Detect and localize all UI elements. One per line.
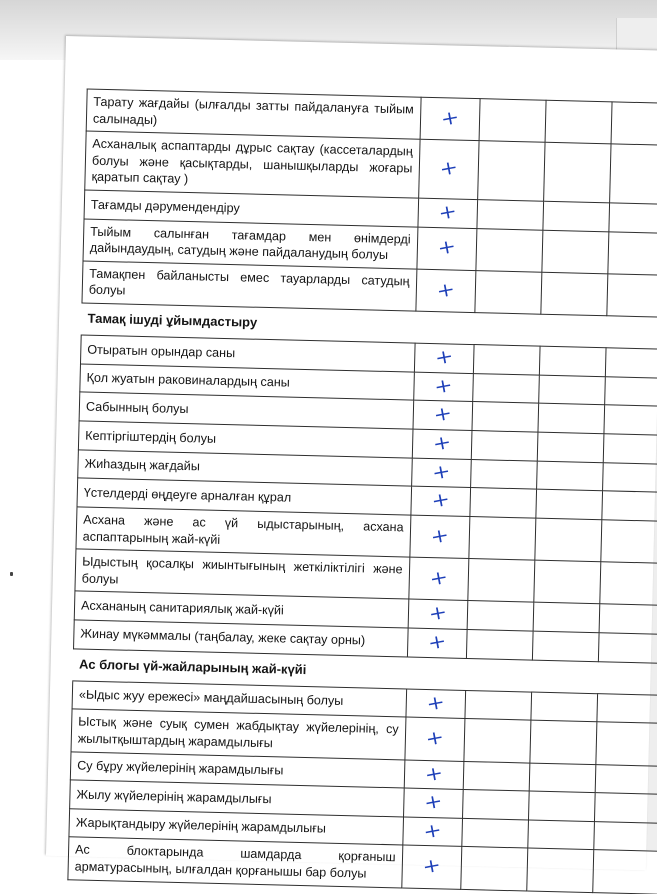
empty-cell bbox=[599, 604, 657, 634]
criterion-text: Сабынның болуы bbox=[79, 392, 413, 429]
criterion-text: Су бұру жүйелерінің жарамдылығы bbox=[70, 751, 404, 788]
empty-cell bbox=[545, 100, 612, 144]
check-cell bbox=[414, 343, 474, 373]
check-cell bbox=[410, 486, 470, 516]
empty-cell bbox=[537, 461, 604, 491]
empty-cell bbox=[537, 432, 604, 462]
handwritten-plus-mark: + bbox=[430, 459, 453, 485]
empty-cell bbox=[468, 559, 535, 603]
check-cell bbox=[407, 628, 467, 658]
handwritten-plus-mark: + bbox=[437, 156, 460, 182]
empty-cell bbox=[593, 850, 657, 894]
empty-cell bbox=[535, 518, 602, 562]
section-title: Тамақ ішуді ұйымдастыру bbox=[81, 303, 657, 350]
empty-cell bbox=[605, 348, 657, 378]
empty-cell bbox=[531, 692, 598, 722]
empty-cell bbox=[536, 489, 603, 519]
check-cell bbox=[420, 97, 481, 141]
scan-speck bbox=[10, 572, 13, 576]
empty-cell bbox=[607, 274, 657, 318]
empty-cell bbox=[600, 562, 657, 606]
check-cell bbox=[413, 372, 473, 402]
handwritten-plus-mark: + bbox=[433, 345, 456, 371]
handwritten-plus-mark: + bbox=[424, 690, 447, 716]
empty-cell bbox=[596, 722, 657, 766]
empty-cell bbox=[478, 141, 545, 201]
criterion-text: Қол жуатын раковиналардың саны bbox=[80, 364, 414, 401]
empty-cell bbox=[529, 791, 596, 821]
empty-cell bbox=[542, 230, 609, 274]
handwritten-plus-mark: + bbox=[428, 523, 451, 549]
empty-cell bbox=[597, 693, 657, 723]
empty-cell bbox=[534, 560, 601, 604]
empty-cell bbox=[464, 719, 531, 763]
handwritten-plus-mark: + bbox=[423, 725, 446, 751]
criterion-text: Ас блоктарында шамдарда қорғаныш арматурасының, ылғалдан қорғанышы бар болуы bbox=[68, 837, 402, 887]
handwritten-plus-mark: + bbox=[420, 853, 443, 879]
criterion-text: Асхананың санитариялық жай-күйі bbox=[74, 591, 408, 628]
empty-cell bbox=[601, 520, 657, 564]
handwritten-plus-mark: + bbox=[429, 488, 452, 514]
empty-cell bbox=[610, 144, 657, 204]
empty-cell bbox=[595, 793, 657, 823]
criterion-text: Ыдыстың қосалқы жиынтығының жеткіліктілігі және болуы bbox=[75, 549, 409, 599]
criterion-text: Тамақпен байланысты емес тауарларды сатудың болуы bbox=[82, 261, 416, 311]
empty-cell bbox=[598, 633, 657, 663]
empty-cell bbox=[533, 631, 600, 661]
empty-cell bbox=[608, 231, 657, 275]
empty-cell bbox=[474, 345, 541, 375]
check-cell bbox=[412, 429, 472, 459]
empty-cell bbox=[462, 818, 529, 848]
handwritten-plus-mark: + bbox=[431, 402, 454, 428]
criterion-text: Жарықтандыру жүйелерінің жарамдылығы bbox=[69, 809, 403, 846]
empty-cell bbox=[528, 820, 595, 850]
empty-cell bbox=[604, 405, 657, 435]
handwritten-plus-mark: + bbox=[436, 199, 459, 225]
handwritten-plus-mark: + bbox=[427, 565, 450, 591]
criterion-text: Тағамды дәрумендендіру bbox=[84, 190, 418, 227]
handwritten-plus-mark: + bbox=[432, 373, 455, 399]
empty-cell bbox=[605, 377, 657, 407]
empty-cell bbox=[464, 761, 531, 791]
check-cell bbox=[404, 717, 465, 761]
empty-cell bbox=[477, 200, 544, 230]
check-cell bbox=[411, 458, 471, 488]
criterion-text: Тыйым салынған тағамдар мен өнімдерді дайындаудың, сатудың және пайдаланудың болуы bbox=[83, 219, 417, 269]
handwritten-plus-mark: + bbox=[435, 235, 458, 261]
empty-cell bbox=[463, 790, 530, 820]
check-cell bbox=[401, 845, 462, 889]
empty-cell bbox=[541, 272, 608, 316]
criterion-text: Ыстық және суық сумен жабдықтау жүйелерінің, су жылытқыштардың жарамдылығы bbox=[71, 709, 405, 759]
check-cell bbox=[408, 599, 468, 629]
check-cell bbox=[415, 269, 476, 313]
empty-cell bbox=[461, 847, 528, 891]
check-cell bbox=[403, 788, 463, 818]
empty-cell bbox=[594, 821, 657, 851]
empty-cell bbox=[472, 431, 539, 461]
empty-cell bbox=[470, 488, 537, 518]
section-title: Ас блогы үй-жайларының жай-күйі bbox=[73, 648, 657, 695]
empty-cell bbox=[472, 402, 539, 432]
handwritten-plus-mark: + bbox=[421, 818, 444, 844]
empty-cell bbox=[475, 270, 542, 314]
empty-cell bbox=[479, 99, 546, 143]
check-cell bbox=[416, 227, 477, 271]
check-cell bbox=[412, 401, 472, 431]
criterion-text: Кептіргіштердің болуы bbox=[78, 421, 412, 458]
check-cell bbox=[418, 139, 479, 199]
handwritten-plus-mark: + bbox=[434, 277, 457, 303]
check-cell bbox=[404, 760, 464, 790]
empty-cell bbox=[527, 848, 594, 892]
criterion-text: «Ыдыс жуу ережесі» маңдайшасының болуы bbox=[72, 681, 406, 718]
handwritten-plus-mark: + bbox=[430, 430, 453, 456]
criterion-text: Жинау мүкәммалы (таңбалау, жеке сақтау орны) bbox=[74, 620, 408, 657]
check-cell bbox=[408, 557, 469, 601]
checklist-page bbox=[46, 36, 657, 881]
check-cell bbox=[405, 689, 465, 719]
criterion-text: Асхана және ас үй ыдыстарының, асхана аспаптарының жай-күйі bbox=[76, 507, 410, 557]
empty-cell bbox=[469, 516, 536, 560]
criterion-text: Отыратын орындар саны bbox=[80, 335, 414, 372]
check-cell bbox=[402, 817, 462, 847]
criterion-text: Жиһаздың жағдайы bbox=[78, 450, 412, 487]
empty-cell bbox=[609, 203, 657, 233]
check-cell bbox=[409, 515, 470, 559]
empty-cell bbox=[538, 404, 605, 434]
handwritten-plus-mark: + bbox=[426, 629, 449, 655]
empty-cell bbox=[603, 434, 657, 464]
empty-cell bbox=[530, 720, 597, 764]
empty-cell bbox=[467, 629, 534, 659]
empty-cell bbox=[540, 346, 607, 376]
criterion-text: Жылу жүйелерінің жарамдылығы bbox=[70, 780, 404, 817]
criterion-text: Үстелдерді өңдеуге арналған құрал bbox=[77, 478, 411, 515]
empty-cell bbox=[544, 142, 611, 202]
handwritten-plus-mark: + bbox=[422, 789, 445, 815]
empty-cell bbox=[539, 375, 606, 405]
empty-cell bbox=[467, 601, 534, 631]
empty-cell bbox=[595, 764, 657, 794]
criterion-text: Асханалық аспаптарды дұрыс сақтау (кассеталардың болуы және қасықтарды, шанышқыларды жоғары қаратып сақтау ) bbox=[85, 131, 420, 198]
criterion-text: Тарату жағдайы (ылғалды затты пайдалануға тыйым салынады) bbox=[86, 89, 420, 139]
inspection-checklist-table bbox=[67, 89, 657, 894]
empty-cell bbox=[603, 462, 657, 492]
empty-cell bbox=[533, 602, 600, 632]
checklist-body bbox=[68, 89, 657, 894]
empty-cell bbox=[471, 459, 538, 489]
handwritten-plus-mark: + bbox=[426, 601, 449, 627]
empty-cell bbox=[529, 763, 596, 793]
empty-cell bbox=[611, 102, 657, 146]
empty-cell bbox=[602, 491, 657, 521]
handwritten-plus-mark: + bbox=[422, 761, 445, 787]
empty-cell bbox=[473, 373, 540, 403]
empty-cell bbox=[543, 201, 610, 231]
empty-cell bbox=[465, 690, 532, 720]
check-cell bbox=[417, 198, 477, 228]
empty-cell bbox=[476, 228, 543, 272]
handwritten-plus-mark: + bbox=[438, 105, 461, 131]
